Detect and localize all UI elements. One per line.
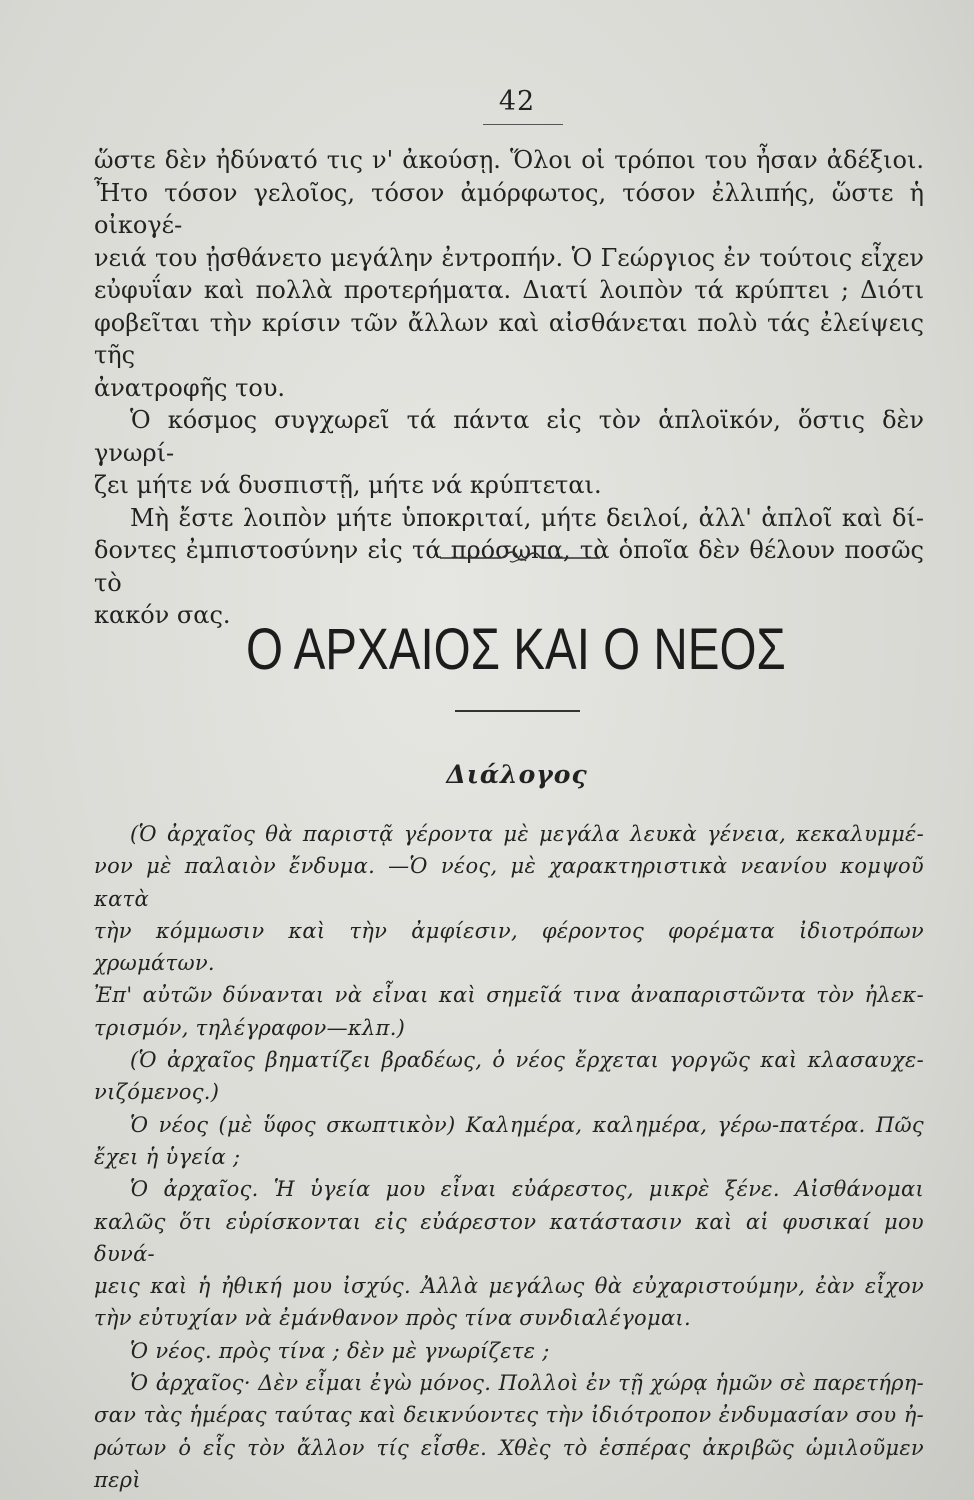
- dialogue-line: ἔχει ἡ ὑγεία ;: [94, 1144, 241, 1169]
- dialogue-line: Ὁ ἀρχαῖος· Δὲν εἶμαι ἐγὼ μόνος. Πολλοὶ ἐν τῇ χώρᾳ ἡμῶν σὲ παρετήρη-: [130, 1371, 924, 1396]
- text-line: ἀνατροφῆς του.: [94, 373, 286, 402]
- text-line: Ἦτο τόσον γελοῖος, τόσον ἀμόρφωτος, τόσον ἐλλιπής, ὥστε ἡ οἰκογέ-: [94, 178, 924, 239]
- page-number: 42: [498, 86, 536, 117]
- text-line: νειά του ᾐσθάνετο μεγάλην ἐντροπήν. Ὁ Γεώργιος ἐν τούτοις εἶχεν: [94, 243, 924, 272]
- text-line: φοβεῖται τὴν κρίσιν τῶν ἄλλων καὶ αἰσθάνεται πολὺ τάς ἐλείψεις τῆς: [94, 308, 924, 369]
- dialogue-line: (Ὁ ἀρχαῖος θὰ παριστᾷ γέροντα μὲ μεγάλα λευκὰ γένεια, κεκαλυμμέ-: [130, 822, 924, 846]
- text-line: δοντες ἐμπιστοσύνην εἰς τά πρόσωπα, τὰ ὁποῖα δὲν θέλουν ποσῶς τὸ: [94, 536, 924, 597]
- dialogue-line: νον μὲ παλαιὸν ἔνδυμα. —Ὁ νέος, μὲ χαρακτηριστικὰ νεανίου κομψοῦ κατὰ: [94, 854, 924, 911]
- ornament-divider: [440, 543, 600, 573]
- section-subtitle: Διάλογος: [446, 760, 588, 789]
- dialogue-section: [94, 818, 924, 1496]
- text-line: Μὴ ἔστε λοιπὸν μήτε ὑποκριταί, μήτε δειλοί, ἀλλ' ἁπλοῖ καὶ δί-: [130, 503, 924, 532]
- dialogue-line: μεις καὶ ἡ ἠθική μου ἰσχύς. Ἀλλὰ μεγάλως θὰ εὐχαριστούμην, ἐὰν εἶχον: [94, 1274, 924, 1299]
- dialogue-line: σαν τὰς ἡμέρας ταύτας καὶ δεικνύοντες τὴν ἰδιότροπον ἐνδυμασίαν σου ἠ-: [94, 1403, 924, 1428]
- text-line: Ὁ κόσμος συγχωρεῖ τά πάντα εἰς τὸν ἁπλοϊκόν, ὅστις δὲν γνωρί-: [94, 406, 924, 467]
- text-line: εὐφυΐαν καὶ πολλὰ προτερήματα. Διατί λοιπὸν τά κρύπτει ; Διότι: [94, 276, 924, 304]
- text-line: κακόν σας.: [94, 601, 231, 629]
- text-line: ζει μήτε νά δυσπιστῇ, μήτε νά κρύπτεται.: [94, 471, 602, 499]
- dialogue-line: Ὁ νέος (μὲ ὕφος σκωπτικὸν) Καλημέρα, καλημέρα, γέρω-πατέρα. Πῶς: [130, 1112, 924, 1137]
- dialogue-line: τρισμόν, τηλέγραφον—κλπ.): [94, 1015, 406, 1040]
- dialogue-line: τὴν εὐτυχίαν νὰ ἐμάνθανον πρὸς τίνα συνδιαλέγομαι.: [94, 1306, 691, 1331]
- dialogue-line: καλῶς ὅτι εὑρίσκονται εἰς εὐάρεστον κατάστασιν καὶ αἱ φυσικαί μου δυνά-: [94, 1209, 924, 1266]
- dialogue-line: ρώτων ὁ εἷς τὸν ἄλλον τίς εἶσθε. Χθὲς τὸ ἑσπέρας ἀκριβῶς ὡμιλοῦμεν περὶ: [94, 1435, 924, 1492]
- dialogue-line: Ὁ νέος. πρὸς τίνα ; δὲν μὲ γνωρίζετε ;: [130, 1338, 550, 1363]
- dialogue-line: τὴν κόμμωσιν καὶ τὴν ἀμφίεσιν, φέροντος φορέματα ἰδιοτρόπων χρωμάτων.: [94, 918, 924, 976]
- dialogue-line: (Ὁ ἀρχαῖος βηματίζει βραδέως, ὁ νέος ἔρχεται γοργῶς καὶ κλασαυχε-: [130, 1048, 924, 1073]
- title-rule: [455, 710, 580, 712]
- page-number-rule: [483, 124, 563, 125]
- text-line: ὥστε δὲν ἠδύνατό τις ν' ἀκούσῃ. Ὅλοι οἱ τρόποι του ἦσαν ἀδέξιοι.: [94, 146, 924, 174]
- section-title: Ο ΑΡΧΑΙΟΣ ΚΑΙ Ο ΝΕΟΣ: [245, 617, 786, 682]
- dialogue-line: νιζόμενος.): [94, 1080, 220, 1105]
- dialogue-line: Ὁ ἀρχαῖος. Ἡ ὑγεία μου εἶναι εὐάρεστος, μικρὲ ξένε. Αἰσθάνομαι: [130, 1177, 924, 1202]
- dialogue-line: Ἐπ' αὐτῶν δύνανται νὰ εἶναι καὶ σημεῖά τινα ἀναπαριστῶντα τὸν ἠλεκ-: [94, 983, 924, 1008]
